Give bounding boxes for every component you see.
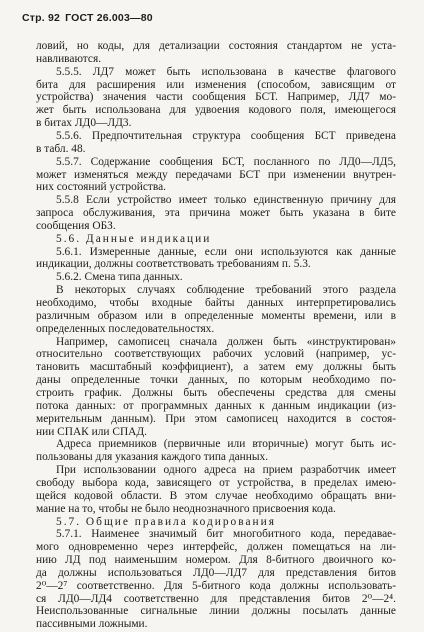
text-line: даны определенные точки данных, по которым необходимо по-: [36, 374, 396, 387]
text-line: 5.7.1. Наименее значимый бит многобитного кода, передавае-: [56, 528, 396, 541]
text-line: мание на то, чтобы не было неоднозначного присвоения кода.: [36, 502, 336, 515]
text-line: нию ЛД под наименьшим номером. Для 8-битного двоичного ко-: [36, 554, 396, 566]
text-line: 5.6.2. Смена типа данных.: [56, 271, 183, 284]
text-line: ловий, но коды, для детализации состояния стандартом не уста-: [36, 40, 396, 52]
text-line: 5.7. Общие правила кодирования: [56, 515, 276, 528]
text-line: При использовании одного адреса на прием разработчик имеет: [56, 464, 396, 477]
text-line: пассивными ложными.: [36, 618, 148, 631]
text-line: тановить масштабный коэффициент), а затем ему должны быть: [36, 361, 396, 374]
text-line: да должны использоваться ЛД0—ЛД7 для представления битов: [36, 566, 396, 579]
text-line: относительно соответствующих рабочих условий (например, ус-: [36, 348, 396, 361]
text-line: щейся кодовой области. В этом случае необходимо обращать вни-: [36, 489, 396, 502]
text-line: в табл. 48.: [36, 142, 86, 155]
page-number: Стр. 92: [22, 12, 61, 24]
text-line: строить график. Должны быть обеспечены средства для смены: [36, 386, 396, 399]
text-line: 5.6.1. Измеренные данные, если они используются как данные: [56, 245, 396, 258]
text-line: мерительным данным). При этом самописец находится в состоя-: [36, 412, 396, 425]
text-line: Неиспользованные сигнальные линии должны посылать данные: [36, 605, 396, 618]
text-line: нии СПАК или СПАД.: [36, 425, 148, 438]
text-line: 5.5.7. Содержание сообщения БСТ, посланного по ЛД0—ЛД5,: [56, 155, 396, 168]
text-line: различным образом или в определенные моменты времени, или в: [36, 309, 396, 322]
text-line: устройства) значения части сообщения БСТ. Например, ЛД7 мо-: [36, 91, 396, 104]
page-header: [22, 12, 158, 24]
text-line: Например, самописец сначала должен быть «инструктирован»: [56, 335, 396, 348]
text-line: 2⁰—2⁷ соответственно. Для 5-битного кода должны использовать-: [36, 579, 396, 592]
text-line: может изменяться между передачами БСТ при изменении внутрен-: [36, 168, 396, 181]
text-line: навливаются.: [36, 52, 102, 65]
text-line: ся ЛД0—ЛД4 соответственно для представления битов 2⁰—2⁴.: [36, 592, 396, 605]
text-line: индикации, должны соответствовать требованиям п. 5.3.: [36, 258, 311, 271]
text-line: определенных последовательностях.: [36, 322, 215, 335]
text-line: них состояний устройства.: [36, 181, 167, 194]
text-line: 5.5.6. Предпочтительная структура сообщения БСТ приведена: [56, 129, 396, 142]
text-line: сообщения ОБЗ.: [36, 219, 116, 232]
text-line: необходимо, чтобы входные байты данных интерпретировались: [36, 297, 396, 309]
text-line: В некоторых случаях соблюдение требований этого раздела: [56, 284, 396, 297]
text-line: 5.6. Данные индикации: [56, 232, 212, 245]
text-line: жет быть использована для удвоения кодового поля, имеющегося: [36, 104, 396, 117]
text-line: Адреса приемников (первичные или вторичные) могут быть ис-: [56, 438, 396, 451]
text-line: 5.5.5. ЛД7 может быть использована в качестве флагового: [56, 65, 396, 78]
text-line: бита для расширения или изменения (способом, зависящим от: [36, 78, 396, 91]
text-line: 5.5.8 Если устройство имеет только единственную причину для: [56, 194, 396, 207]
text-line: запроса обслуживания, эта причина может быть указана в бите: [36, 207, 396, 219]
text-line: мого одновременно через интерфейс, должен помещаться на ли-: [36, 541, 396, 554]
text-line: потока данных: от программных данных к данным индикации (из-: [36, 399, 396, 412]
text-line: свободу выбора кода, зависящего от устройства, в пределах имею-: [36, 476, 396, 489]
text-line: пользованы для указания каждого типа данных.: [36, 451, 269, 464]
standard-code: ГОСТ 26.003—80: [65, 12, 153, 24]
text-line: в битах ЛД0—ЛД3.: [36, 117, 132, 130]
